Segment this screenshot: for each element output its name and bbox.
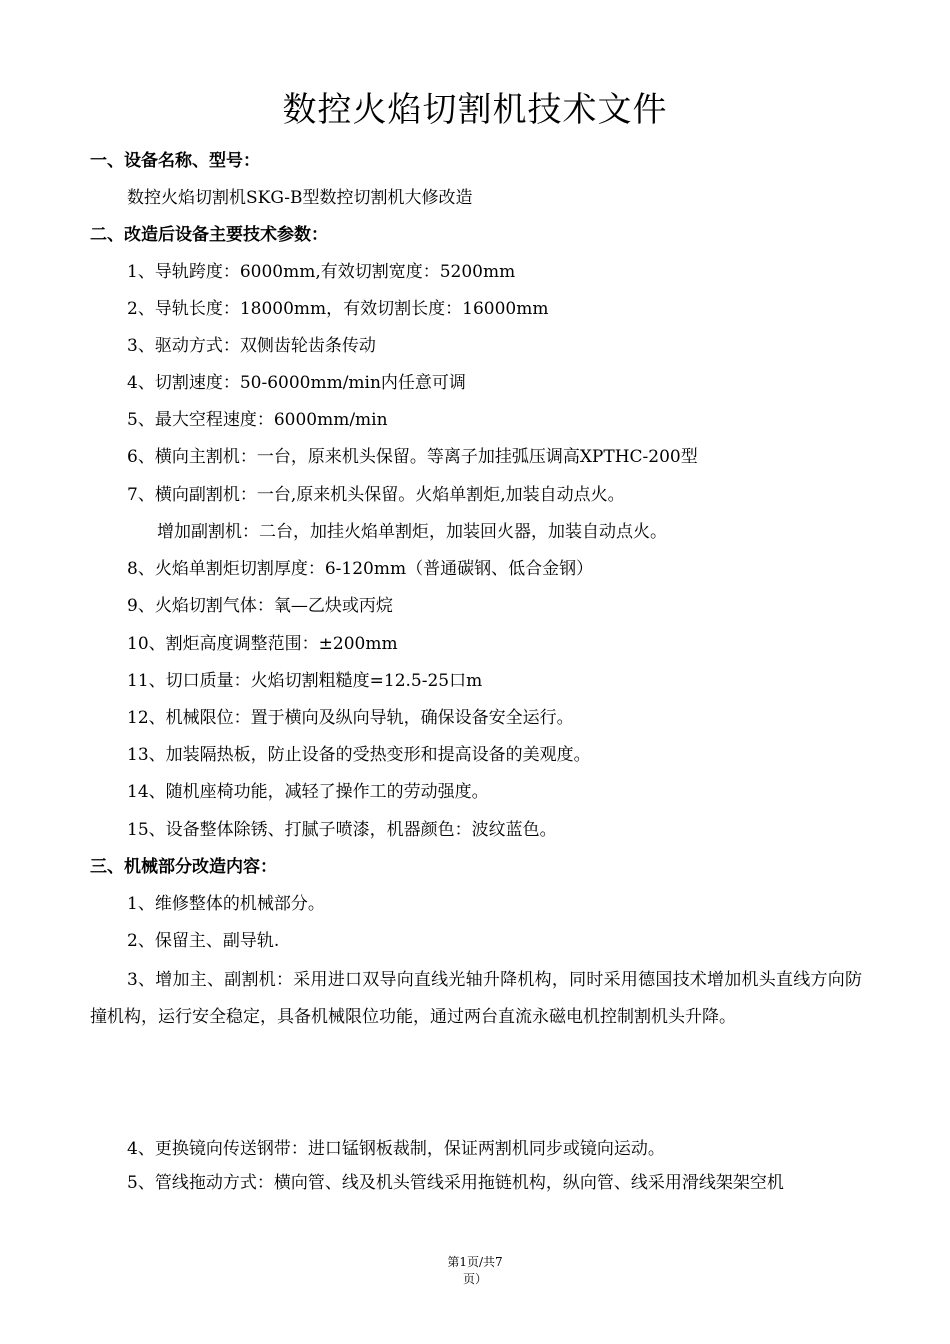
page-number-line-2: 页） bbox=[462, 1272, 487, 1286]
param-item-continued: 增加副割机：二台，加挂火焰单割炬，加装回火器，加装自动点火。 bbox=[157, 522, 667, 542]
section-heading-3: 三、机械部分改造内容： bbox=[90, 857, 277, 877]
mechanical-item: 4、更换镜向传送钢带：进口锰钢板裁制，保证两割机同步或镜向运动。 bbox=[127, 1139, 665, 1159]
param-item: 5、最大空程速度：6000mm/min bbox=[127, 410, 388, 430]
equipment-model-line: 数控火焰切割机SKG-B型数控切割机大修改造 bbox=[127, 188, 473, 208]
document-title: 数控火焰切割机技术文件 bbox=[282, 90, 668, 130]
param-item: 14、随机座椅功能，减轻了操作工的劳动强度。 bbox=[127, 782, 489, 802]
param-item: 13、加装隔热板，防止设备的受热变形和提高设备的美观度。 bbox=[127, 745, 591, 765]
section-heading-1: 一、设备名称、型号： bbox=[90, 151, 260, 171]
param-item: 11、切口质量：火焰切割粗糙度=12.5-25口m bbox=[127, 671, 483, 691]
param-item: 1、导轨跨度：6000mm,有效切割宽度：5200mm bbox=[127, 262, 516, 282]
param-item: 4、切割速度：50-6000mm/min内任意可调 bbox=[127, 373, 466, 393]
mechanical-item: 2、保留主、副导轨. bbox=[127, 931, 280, 951]
param-item: 9、火焰切割气体：氧—乙炔或丙烷 bbox=[127, 596, 393, 616]
param-item: 10、割炬高度调整范围：±200mm bbox=[127, 634, 398, 654]
mechanical-item-paragraph: 5、管线拖动方式：横向管、线及机头管线采用拖链机构，纵向管、线采用滑线架架空机 bbox=[127, 1173, 784, 1193]
page-footer bbox=[0, 1254, 950, 1288]
param-item: 12、机械限位：置于横向及纵向导轨，确保设备安全运行。 bbox=[127, 708, 574, 728]
section-heading-2: 二、改造后设备主要技术参数： bbox=[90, 225, 328, 245]
mechanical-item: 1、维修整体的机械部分。 bbox=[127, 894, 325, 914]
param-item: 3、驱动方式：双侧齿轮齿条传动 bbox=[127, 336, 376, 356]
param-item: 15、设备整体除锈、打腻子喷漆，机器颜色：波纹蓝色。 bbox=[127, 820, 557, 840]
param-item: 7、横向副割机：一台,原来机头保留。火焰单割炬,加装自动点火。 bbox=[127, 485, 625, 505]
mechanical-item-paragraph: 3、增加主、副割机：采用进口双导向直线光轴升降机构，同时采用德国技术增加机头直线方向防撞机构，运行安全稳定，具备机械限位功能，通过两台直流永磁电机控制割机头升降。 bbox=[90, 970, 862, 1027]
param-item: 2、导轨长度：18000mm，有效切割长度：16000mm bbox=[127, 299, 549, 319]
param-item: 8、火焰单割炬切割厚度：6-120mm（普通碳钢、低合金钢） bbox=[127, 559, 594, 579]
page-number-line-1: 第1页/共7 bbox=[447, 1255, 503, 1269]
param-item: 6、横向主割机：一台，原来机头保留。等离子加挂弧压调高XPTHC-200型 bbox=[127, 447, 698, 467]
